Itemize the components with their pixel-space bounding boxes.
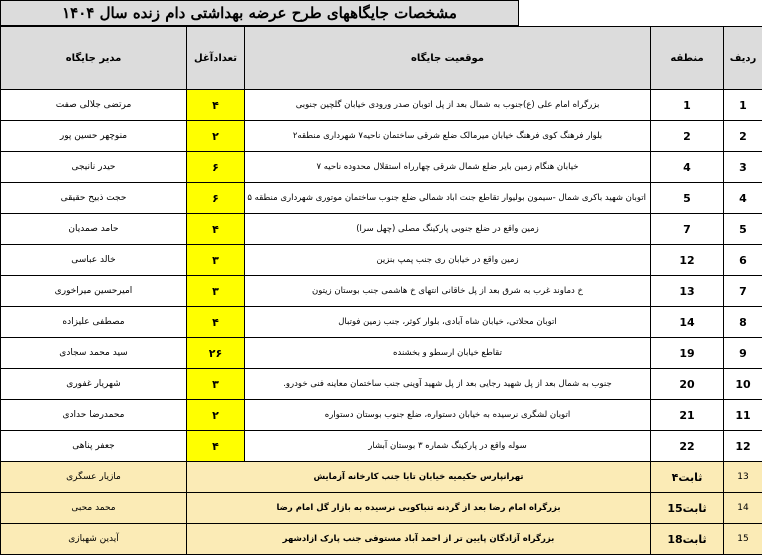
table-row bbox=[1, 214, 762, 245]
count-cell: ۲ bbox=[187, 400, 245, 431]
location-cell: زمین واقع در ضلع جنوبی پارکینگ مصلی (چهل سرا) bbox=[245, 214, 651, 245]
region-cell: 13 bbox=[651, 276, 724, 307]
header-region: منطقه bbox=[651, 27, 724, 90]
count-cell: ۴ bbox=[187, 307, 245, 338]
region-cell: ثابت۴ bbox=[651, 462, 724, 493]
region-cell: 19 bbox=[651, 338, 724, 369]
region-cell: 4 bbox=[651, 152, 724, 183]
fixed-station-row bbox=[1, 493, 762, 524]
count-cell: ۳ bbox=[187, 245, 245, 276]
table-row bbox=[1, 183, 762, 214]
header-count: تعدادآغل bbox=[187, 27, 245, 90]
location-cell: خ دماوند غرب به شرق بعد از پل خاقانی انتهای خ هاشمی جنب بوستان زیتون bbox=[245, 276, 651, 307]
count-cell: ۶ bbox=[187, 152, 245, 183]
table-row bbox=[1, 338, 762, 369]
location-cell: بزرگراه امام علی (ع)جنوب به شمال بعد از پل اتوبان صدر ورودی خیابان گلچین جنوبی bbox=[245, 90, 651, 121]
location-cell: بلوار فرهنگ کوی فرهنگ خیابان میرمالک ضلع شرقی ساختمان ناحیه۷ شهرداری منطقه۲ bbox=[245, 121, 651, 152]
row-number: 8 bbox=[724, 307, 762, 338]
table-row bbox=[1, 400, 762, 431]
count-cell: ۳ bbox=[187, 369, 245, 400]
table-row bbox=[1, 431, 762, 462]
location-cell: زمین واقع در خیابان ری جنب پمپ بنزین bbox=[245, 245, 651, 276]
row-number: 2 bbox=[724, 121, 762, 152]
manager-cell: جعفر پناهی bbox=[1, 431, 187, 462]
row-number: 15 bbox=[724, 524, 762, 555]
region-cell: 1 bbox=[651, 90, 724, 121]
count-cell: ۴ bbox=[187, 214, 245, 245]
location-cell: سوله واقع در پارکینگ شماره ۳ بوستان آبشار bbox=[245, 431, 651, 462]
row-number: 13 bbox=[724, 462, 762, 493]
region-cell: 14 bbox=[651, 307, 724, 338]
manager-cell: سید محمد سجادی bbox=[1, 338, 187, 369]
table-row bbox=[1, 245, 762, 276]
count-cell: ۴ bbox=[187, 431, 245, 462]
location-cell: تقاطع خیابان ارسطو و بخشنده bbox=[245, 338, 651, 369]
region-cell: 20 bbox=[651, 369, 724, 400]
manager-cell: محمدرضا حدادی bbox=[1, 400, 187, 431]
header-location: موقعیت جایگاه bbox=[245, 27, 651, 90]
row-number: 10 bbox=[724, 369, 762, 400]
manager-cell: محمد محبی bbox=[1, 493, 187, 524]
header-row-no: ردیف bbox=[724, 27, 762, 90]
page-title: مشخصات جایگاههای طرح عرضه بهداشتی دام زنده سال ۱۴۰۴ bbox=[0, 0, 519, 26]
row-number: 11 bbox=[724, 400, 762, 431]
header-manager: مدیر جایگاه bbox=[1, 27, 187, 90]
region-cell: ثابت15 bbox=[651, 493, 724, 524]
location-cell: بزرگراه امام رضا بعد از گردنه تنباکویی نرسیده به بازار گل امام رضا bbox=[187, 493, 651, 524]
header-row bbox=[1, 27, 762, 90]
location-cell: اتوبان محلاتی، خیابان شاه آبادی، بلوار کوثر، جنب زمین فوتبال bbox=[245, 307, 651, 338]
count-cell: ۲ bbox=[187, 121, 245, 152]
manager-cell: مازیار عسگری bbox=[1, 462, 187, 493]
region-cell: 12 bbox=[651, 245, 724, 276]
manager-cell: حجت ذبیح حقیقی bbox=[1, 183, 187, 214]
region-cell: 7 bbox=[651, 214, 724, 245]
row-number: 1 bbox=[724, 90, 762, 121]
table-row bbox=[1, 307, 762, 338]
table-row bbox=[1, 152, 762, 183]
manager-cell: مرتضی جلالی صفت bbox=[1, 90, 187, 121]
count-cell: ۳ bbox=[187, 276, 245, 307]
region-cell: 22 bbox=[651, 431, 724, 462]
table-row bbox=[1, 121, 762, 152]
row-number: 14 bbox=[724, 493, 762, 524]
manager-cell: امیرحسین میراخوری bbox=[1, 276, 187, 307]
count-cell: ۴ bbox=[187, 90, 245, 121]
region-cell: 2 bbox=[651, 121, 724, 152]
location-cell: جنوب به شمال بعد از پل شهید رجایی بعد از پل شهید آوینی جنب ساختمان معاینه فنی خودرو. bbox=[245, 369, 651, 400]
manager-cell: منوچهر حسین پور bbox=[1, 121, 187, 152]
table-row bbox=[1, 276, 762, 307]
row-number: 6 bbox=[724, 245, 762, 276]
manager-cell: شهریار غفوری bbox=[1, 369, 187, 400]
stations-table bbox=[0, 26, 762, 555]
row-number: 3 bbox=[724, 152, 762, 183]
row-number: 12 bbox=[724, 431, 762, 462]
location-cell: اتوبان شهید باکری شمال -سیمون بولیوار تقاطع جنت اباد شمالی ضلع جنوب ساختمان موتوری شهرداری منطقه ۵ bbox=[245, 183, 651, 214]
manager-cell: خالد عباسی bbox=[1, 245, 187, 276]
region-cell: 5 bbox=[651, 183, 724, 214]
row-number: 4 bbox=[724, 183, 762, 214]
region-cell: 21 bbox=[651, 400, 724, 431]
manager-cell: مصطفی علیزاده bbox=[1, 307, 187, 338]
row-number: 5 bbox=[724, 214, 762, 245]
fixed-station-row bbox=[1, 462, 762, 493]
fixed-station-row bbox=[1, 524, 762, 555]
location-cell: بزرگراه آزادگان پایین تر از احمد آباد مستوفی جنب پارک ازادشهر bbox=[187, 524, 651, 555]
manager-cell: حیدر نانیجی bbox=[1, 152, 187, 183]
region-cell: ثابت18 bbox=[651, 524, 724, 555]
row-number: 7 bbox=[724, 276, 762, 307]
location-cell: اتوبان لشگری نرسیده به خیابان دستواره، ضلع جنوب بوستان دستواره bbox=[245, 400, 651, 431]
table-row bbox=[1, 90, 762, 121]
row-number: 9 bbox=[724, 338, 762, 369]
manager-cell: حامد صمدیان bbox=[1, 214, 187, 245]
count-cell: ۲۶ bbox=[187, 338, 245, 369]
count-cell: ۶ bbox=[187, 183, 245, 214]
location-cell: خیابان هنگام زمین بایر ضلع شمال شرقی چهارراه استقلال محدوده ناحیه ۷ bbox=[245, 152, 651, 183]
manager-cell: آیدین شهبازی bbox=[1, 524, 187, 555]
location-cell: تهرانپارس حکیمیه خیابان تابا جنب کارخانه آزمایش bbox=[187, 462, 651, 493]
table-row bbox=[1, 369, 762, 400]
